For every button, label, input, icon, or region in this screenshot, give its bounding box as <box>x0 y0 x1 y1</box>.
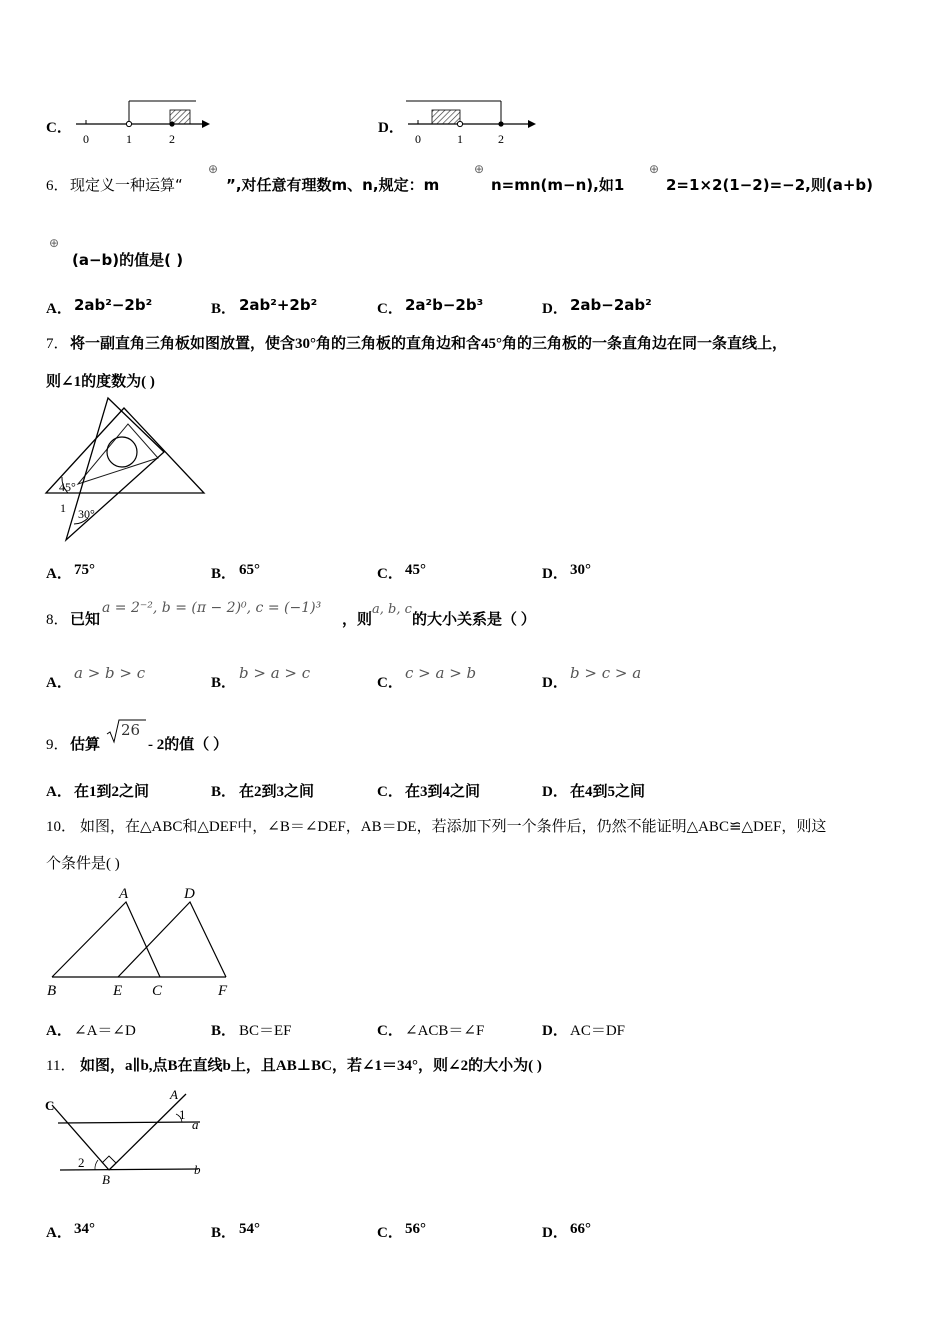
q7-number: 7． <box>46 336 69 352</box>
q8-formula: a = 2⁻², b = (π − 2)⁰, c = (−1)³ <box>102 600 322 616</box>
q7-option-a-label: A． <box>46 566 72 582</box>
q6-stem-part4: 2=1×2(1−2)=−2,则(a+b) <box>666 176 874 194</box>
q6-stem-part5: (a−b)的值是( ) <box>72 251 184 269</box>
q9-radicand: 26 <box>121 721 141 739</box>
q5-option-c-label: C． <box>46 120 72 136</box>
q11-point-b: B <box>102 1172 110 1187</box>
q9-option-a-text: 在1到2之间 <box>74 784 150 800</box>
q8-option-a-label: A． <box>46 675 72 691</box>
q8-option-b-label: B． <box>211 675 237 691</box>
q6-oplus-symbol-3: ⊕ <box>649 162 660 176</box>
q7-option-d-label: D． <box>542 566 568 582</box>
q10-number: 10． <box>46 819 77 835</box>
q6-number: 6． <box>46 178 69 194</box>
q5-option-d-numberline <box>402 96 542 146</box>
q6-option-c-text: 2a²b−2b³ <box>405 296 484 314</box>
q6-option-d-label: D． <box>542 301 568 317</box>
q10-option-c-text: ∠ACB＝∠F <box>405 1023 485 1039</box>
q5-option-c-numberline <box>70 96 210 146</box>
q6-oplus-symbol-2: ⊕ <box>474 162 485 176</box>
q9-option-b-text: 在2到3之间 <box>239 784 315 800</box>
q6-stem-part3: n=mn(m−n),如1 <box>491 176 625 194</box>
q6-oplus-symbol-4: ⊕ <box>49 236 60 250</box>
q11-angle-1-label: 1 <box>179 1107 186 1122</box>
q10-point-d: D <box>184 886 195 902</box>
q7-angle-45-label: 45° <box>59 480 76 494</box>
q10-point-e: E <box>113 983 123 999</box>
q8-option-c-text: c > a > b <box>405 664 477 682</box>
q7-option-b-text: 65° <box>239 562 260 578</box>
q10-triangle-figure <box>44 882 234 1002</box>
q5-option-d-label: D． <box>378 120 404 136</box>
q11-point-c: C <box>45 1098 55 1113</box>
q9-stem-post: - 2的值（ ） <box>148 737 228 753</box>
q11-stem: 如图，a∥b,点B在直线b上，且AB⊥BC，若∠1＝34°，则∠2的大小为( ) <box>80 1058 542 1074</box>
q6-option-a-text: 2ab²−2b² <box>74 296 153 314</box>
q7-triangle-figure <box>40 394 212 546</box>
q5-c-tick-0: 0 <box>83 132 89 146</box>
q8-vars: a, b, c <box>372 602 412 617</box>
q6-oplus-symbol-1: ⊕ <box>208 162 219 176</box>
q6-stem-part1: 现定义一种运算“ <box>70 176 183 194</box>
q8-option-d-label: D． <box>542 675 568 691</box>
q9-option-d-label: D． <box>542 784 568 800</box>
q7-stem-line2: 则∠1的度数为( ) <box>46 374 155 390</box>
q11-line-b: b <box>194 1162 201 1177</box>
q11-option-a-label: A． <box>46 1225 72 1241</box>
q11-parallel-lines-figure <box>40 1088 212 1188</box>
q5-c-tick-1: 1 <box>126 132 132 146</box>
q11-option-c-text: 56° <box>405 1221 426 1237</box>
q6-stem-part2: ”,对任意有理数m、n,规定：m <box>226 176 440 194</box>
q11-number: 11． <box>46 1058 76 1074</box>
q8-option-c-label: C． <box>377 675 403 691</box>
q11-option-d-label: D． <box>542 1225 568 1241</box>
q11-line-a: a <box>192 1117 199 1132</box>
q8-number: 8． <box>46 612 69 628</box>
q8-stem-mid: ，则 <box>342 612 373 628</box>
q10-option-d-label: D． <box>542 1023 568 1039</box>
q9-option-c-text: 在3到4之间 <box>405 784 481 800</box>
q8-stem-pre: 已知 <box>70 612 101 628</box>
q6-option-b-label: B． <box>211 301 237 317</box>
q10-point-a: A <box>119 886 129 902</box>
q6-option-c-label: C． <box>377 301 403 317</box>
q7-angle-30-label: 30° <box>78 507 95 521</box>
q8-option-b-text: b > a > c <box>239 664 311 682</box>
q6-option-a-label: A． <box>46 301 72 317</box>
q10-option-b-label: B． <box>211 1023 237 1039</box>
q10-option-c-label: C． <box>377 1023 403 1039</box>
q10-option-b-text: BC＝EF <box>239 1023 292 1039</box>
q9-option-a-label: A． <box>46 784 72 800</box>
q5-d-tick-1: 1 <box>457 132 463 146</box>
q7-option-c-label: C． <box>377 566 403 582</box>
q10-option-a-text: ∠A＝∠D <box>74 1023 136 1039</box>
q6-option-b-text: 2ab²+2b² <box>239 296 318 314</box>
q10-point-f: F <box>218 983 228 999</box>
q11-option-d-text: 66° <box>570 1221 591 1237</box>
q7-angle-1-label: 1 <box>60 501 66 515</box>
q7-option-a-text: 75° <box>74 562 95 578</box>
q8-stem-post: 的大小关系是（ ） <box>412 612 536 628</box>
q10-option-d-text: AC＝DF <box>570 1023 626 1039</box>
q9-option-c-label: C． <box>377 784 403 800</box>
q9-stem-pre: 估算 <box>70 737 101 753</box>
q10-stem-line2: 个条件是( ) <box>46 856 120 872</box>
q7-option-b-label: B． <box>211 566 237 582</box>
q11-option-b-text: 54° <box>239 1221 260 1237</box>
q5-c-tick-2: 2 <box>169 132 175 146</box>
q11-option-a-text: 34° <box>74 1221 95 1237</box>
q9-option-d-text: 在4到5之间 <box>570 784 646 800</box>
q10-point-b: B <box>47 983 57 999</box>
q7-stem-line1: 将一副直角三角板如图放置，使含30°角的三角板的直角边和含45°角的三角板的一条直角边在同一条直线上， <box>70 336 788 352</box>
q5-d-tick-2: 2 <box>498 132 504 146</box>
q11-option-c-label: C． <box>377 1225 403 1241</box>
q10-option-a-label: A． <box>46 1023 72 1039</box>
q11-point-a: A <box>170 1087 178 1102</box>
q9-number: 9． <box>46 737 69 753</box>
q11-angle-2-label: 2 <box>78 1155 85 1170</box>
q5-d-tick-0: 0 <box>415 132 421 146</box>
q11-option-b-label: B． <box>211 1225 237 1241</box>
q6-option-d-text: 2ab−2ab² <box>570 296 652 314</box>
q10-stem-line1: 如图，在△ABC和△DEF中，∠B＝∠DEF，AB＝DE，若添加下列一个条件后，仍然不能证明△ABC≌△DEF，则这 <box>80 819 827 835</box>
q7-option-c-text: 45° <box>405 562 426 578</box>
q8-option-a-text: a > b > c <box>74 664 146 682</box>
q10-point-c: C <box>152 983 163 999</box>
q8-option-d-text: b > c > a <box>570 664 642 682</box>
q9-option-b-label: B． <box>211 784 237 800</box>
q7-option-d-text: 30° <box>570 562 591 578</box>
